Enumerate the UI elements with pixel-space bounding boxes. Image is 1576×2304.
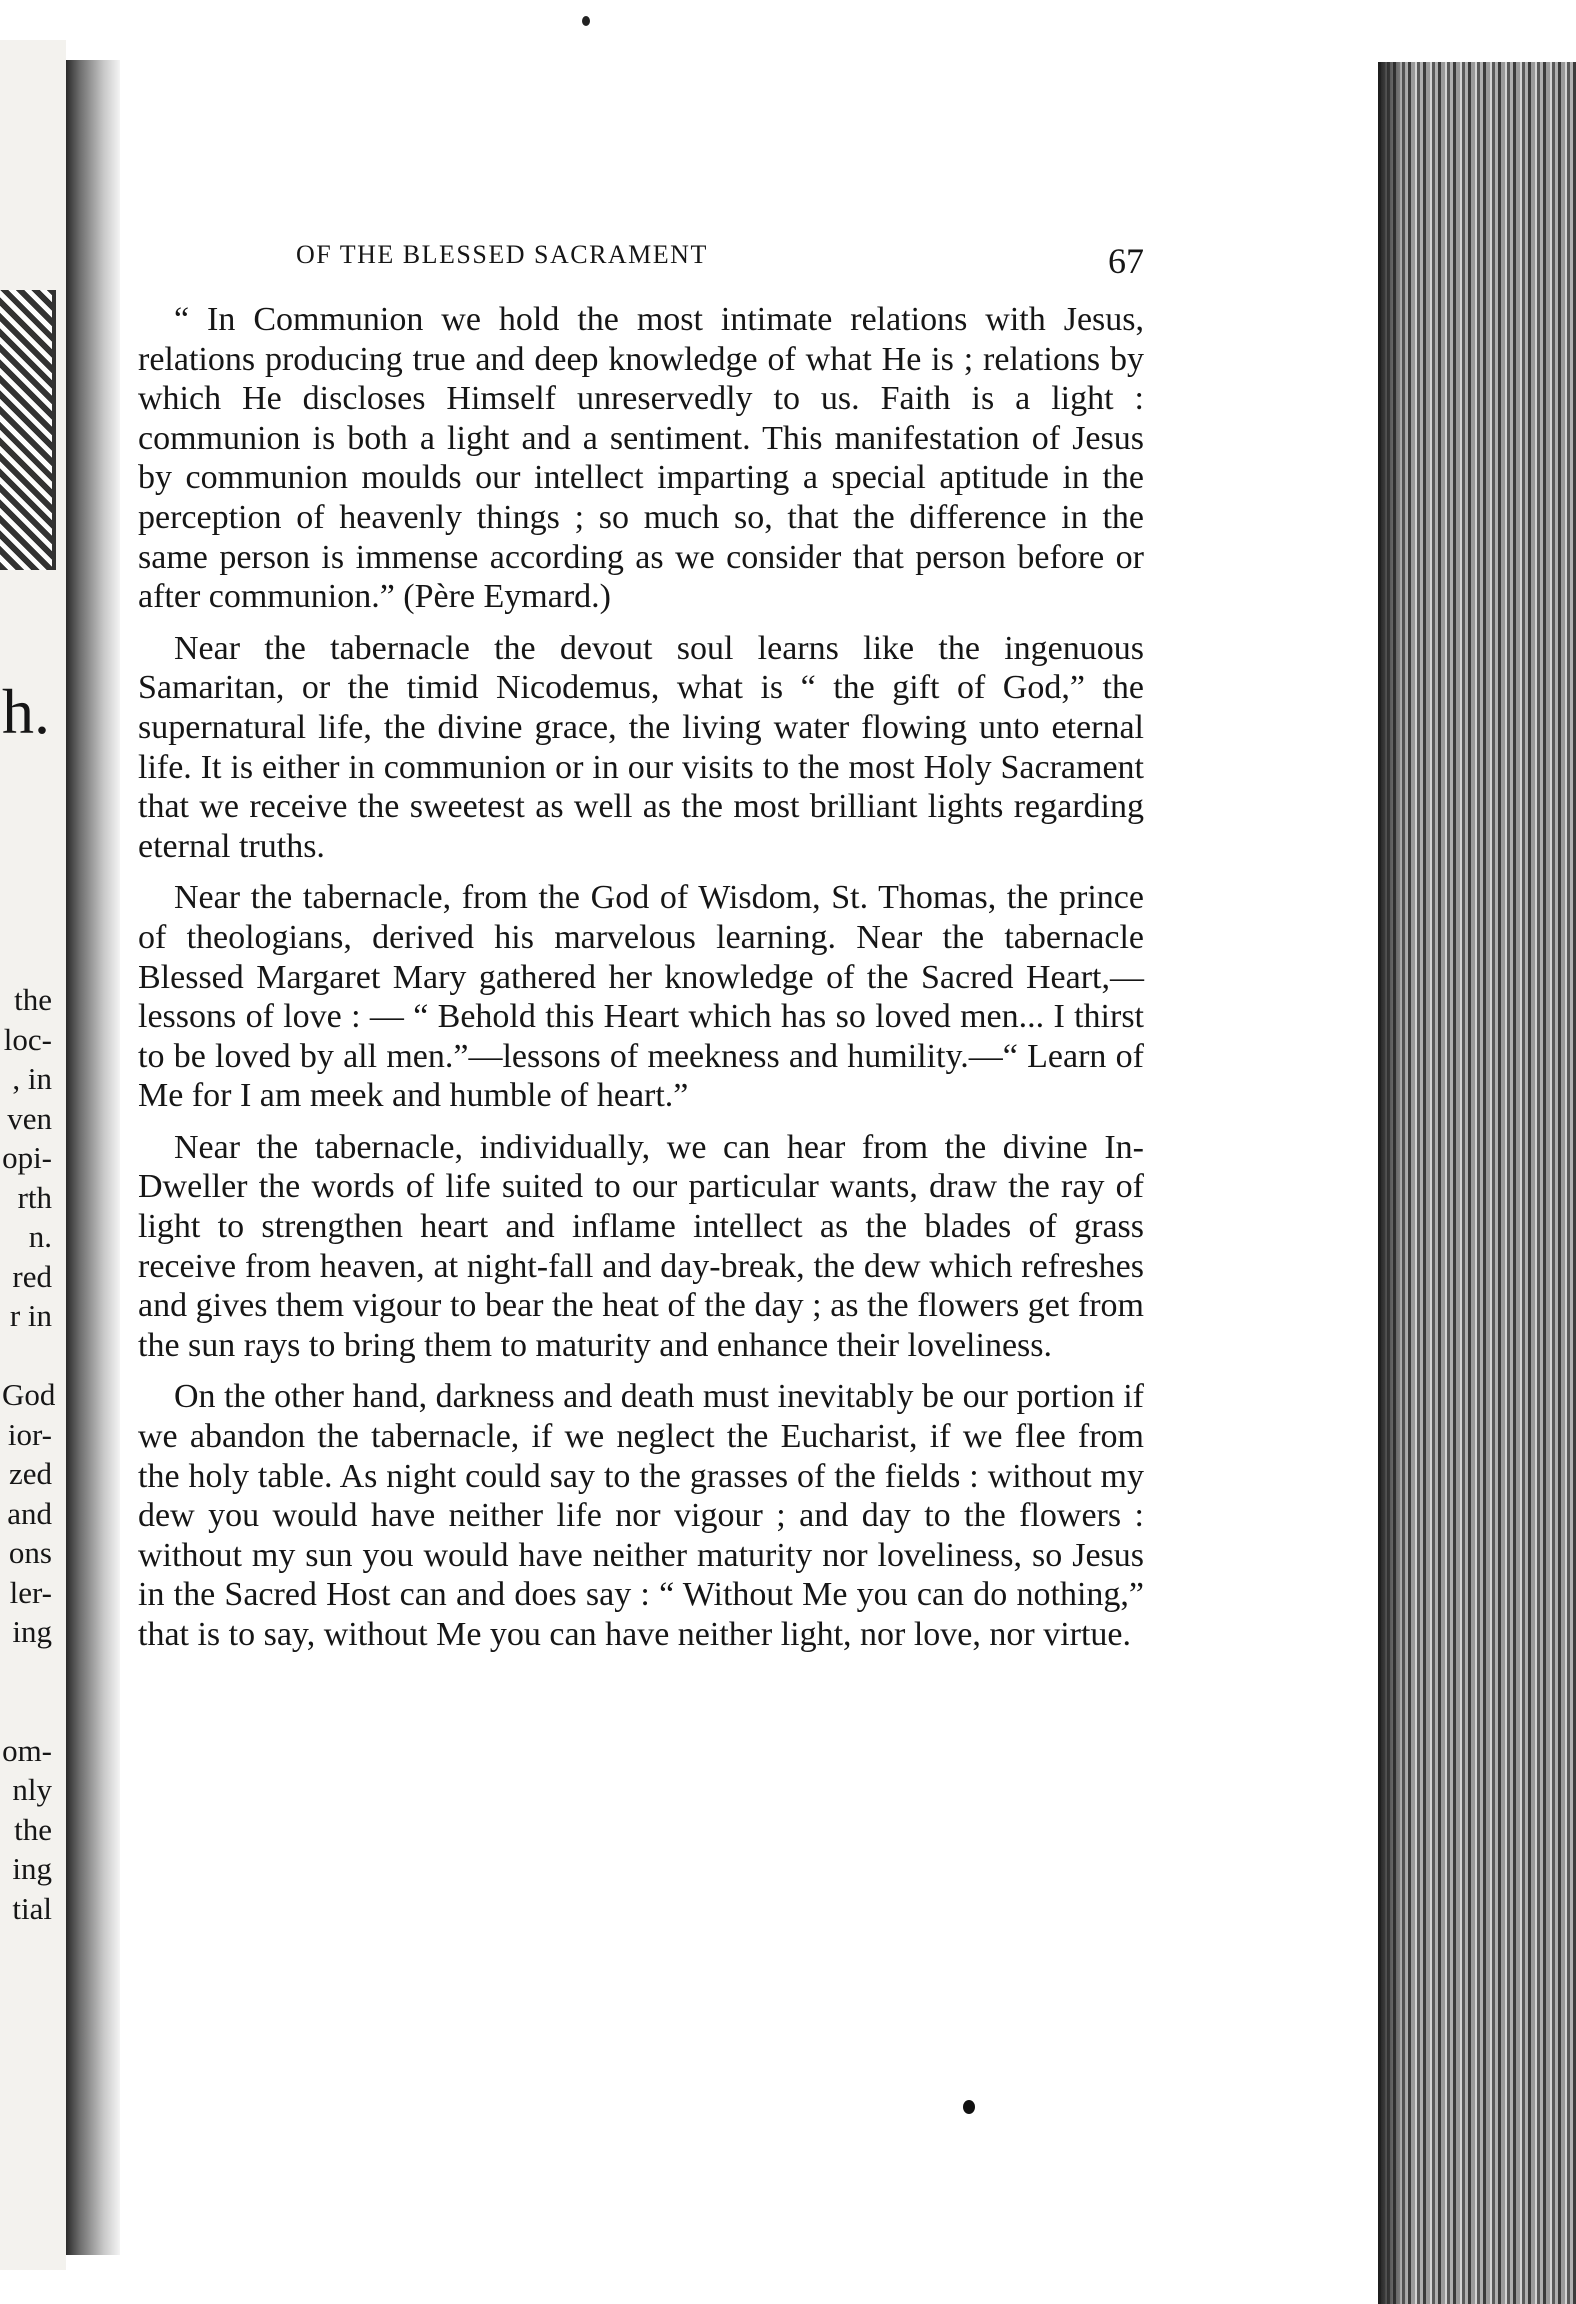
facing-page-fragment: rth [17, 1179, 52, 1215]
facing-page-fragment: and [7, 1495, 52, 1531]
facing-page-fragment: , in [12, 1061, 52, 1096]
facing-page-letter: h. [2, 676, 50, 747]
facing-page-text-fragments [2, 980, 56, 1928]
facing-page-fragment: the [14, 982, 52, 1017]
facing-page-fragment: ven [7, 1100, 52, 1136]
facing-page-fragment: ing [12, 1851, 52, 1886]
paragraph: Near the tabernacle, from the God of Wisdom, St. Thomas, the prince of theologians, derived his marvelous learning. Near the tabernacle Blessed Margaret Mary gathered her knowledge of the Sacred Heart,—lessons of love : — “ Behold this Heart which has so loved men... I thirst to be loved by all men.”—lessons of meekness and humility.—“ Learn of Me for I am meek and humble of heart.” [138, 879, 1144, 1115]
facing-page-fragment: zed [8, 1456, 52, 1491]
facing-page-fragment [2, 1652, 52, 1692]
facing-page-fragment: om- [2, 1732, 52, 1768]
facing-page-fragment: opi- [2, 1140, 52, 1175]
facing-page-fragment: ler- [9, 1574, 52, 1610]
facing-page-fragment: ior- [7, 1416, 52, 1452]
facing-page-fragment: tial [12, 1890, 52, 1926]
page-body [138, 300, 1144, 1655]
footer-ornament-dot [963, 2100, 975, 2114]
paragraph: Near the tabernacle, individually, we can hear from the divine In-Dweller the words of life suited to our particular wants, draw the ray of light to strengthen heart and inflame intellect as the blades of grass receive from heaven, at night-fall and day-break, the dew which refreshes and gives them vigour to bear the heat of the day ; as the flowers get from the sun rays to bring them to maturity and enhance their loveliness. [138, 1128, 1144, 1364]
facing-page-fragment: ons [8, 1535, 52, 1570]
paragraph: On the other hand, darkness and death must inevitably be our portion if we abandon the tabernacle, if we neglect the Eucharist, if we flee from the holy table. As night could say to the grasses of the fields : without my dew you would have neither life nor vigour ; and day to the flowers : without my sun you would have neither maturity nor loveliness, so Jesus in the Sacred Host can and does say : “ Without Me you can do nothing,” that is to say, without Me you can have neither light, nor love, nor virtue. [138, 1378, 1144, 1653]
scan-speck [582, 16, 590, 26]
facing-page-edge [0, 40, 66, 2270]
running-head: OF THE BLESSED SACRAMENT [296, 240, 708, 269]
page-edges-shadow [1378, 62, 1408, 2304]
facing-page-fragment: God [2, 1377, 56, 1412]
facing-page-fragment [2, 1691, 52, 1731]
page-number: 67 [1108, 241, 1144, 281]
facing-page-fragment: nly [12, 1772, 52, 1807]
facing-page-fragment: red [12, 1258, 52, 1294]
facing-page-fragment: the [14, 1811, 52, 1847]
facing-page-fragment: n. [28, 1219, 52, 1254]
facing-page-fragment: r in [9, 1298, 52, 1333]
facing-page-fragment: ing [12, 1614, 52, 1649]
book-gutter-shadow [66, 60, 120, 2255]
facing-page-fragment [2, 1336, 52, 1376]
facing-page-fragment: loc- [3, 1021, 52, 1057]
ornamental-initial-fragment [0, 290, 56, 570]
paragraph: Near the tabernacle the devout soul learns like the ingenuous Samaritan, or the timid Nicodemus, what is “ the gift of God,” the supernatural life, the divine grace, the living water flowing unto eternal life. It is either in communion or in our visits to the most Holy Sacrament that we receive the sweetest as well as the most brilliant lights regarding eternal truths. [138, 629, 1144, 865]
paragraph: “ In Communion we hold the most intimate relations with Jesus, relations producing true and deep knowledge of what He is ; relations by which He discloses Himself unreservedly to us. Faith is a light : communion is both a light and a sentiment. This manifestation of Jesus by communion moulds our intellect imparting a special aptitude in the perception of heavenly things ; so much so, that the difference in the same person is immense according as we consider that person before or after communion.” (Père Eymard.) [138, 301, 1144, 616]
